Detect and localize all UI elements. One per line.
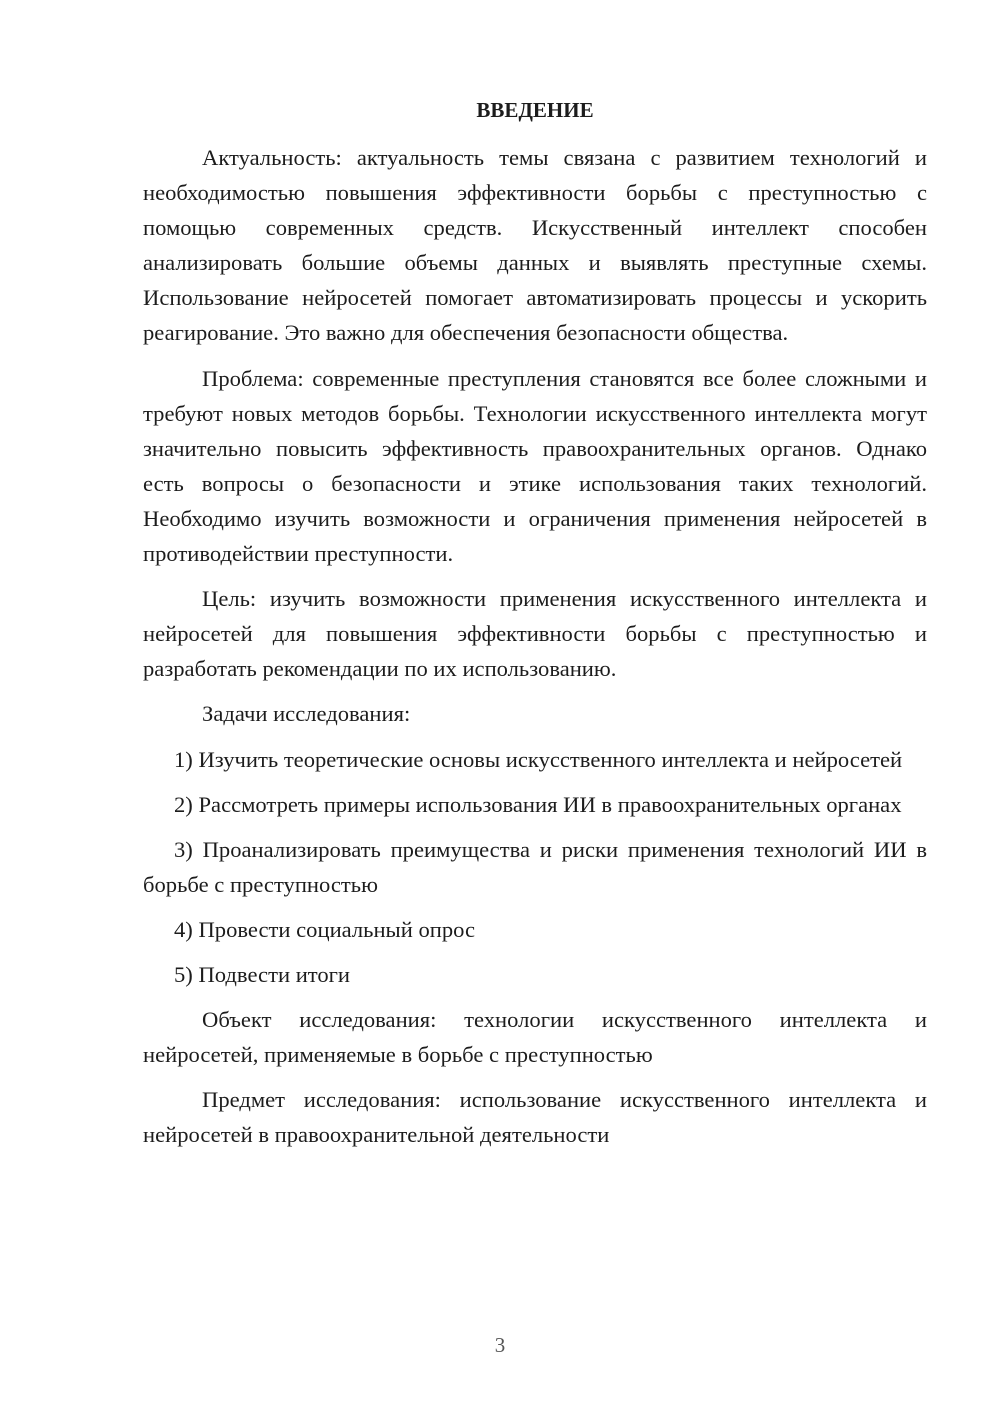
paragraph-aim: Цель: изучить возможности применения искусственного интеллекта и нейросетей для повышения эффективности борьбы с преступностью и разработать рекомендации по их использованию. <box>143 586 927 682</box>
tasks-list <box>143 742 927 993</box>
paragraph-object: Объект исследования: технологии искусственного интеллекта и нейросетей, применяемые в борьбе с преступностью <box>143 1007 927 1068</box>
list-item: 3) Проанализировать преимущества и риски применения технологий ИИ в борьбе с преступностью <box>143 836 927 897</box>
paragraph-subject: Предмет исследования: использование искусственного интеллекта и нейросетей в правоохранительной деятельности <box>143 1087 927 1148</box>
page-number: 3 <box>494 1333 506 1357</box>
list-item: 5) Подвести итоги <box>174 961 351 987</box>
list-item: 1) Изучить теоретические основы искусственного интеллекта и нейросетей <box>174 746 903 772</box>
paragraph-relevance: Актуальность: актуальность темы связана с развитием технологий и необходимостью повышения эффективности борьбы с преступностью с помощью современных средств. Искусственный интеллект способен анализировать большие объемы данных и выявлять преступные схемы. Использование нейросетей помогает автоматизировать процессы и ускорить реагирование. Это важно для обеспечения безопасности общества. <box>143 145 927 346</box>
section-heading: ВВЕДЕНИЕ <box>476 98 594 122</box>
document-page <box>143 93 927 1152</box>
paragraph-problem: Проблема: современные преступления становятся все более сложными и требуют новых методов борьбы. Технологии искусственного интеллекта могут значительно повысить эффективность правоохранительных органов. Однако есть вопросы о безопасности и этике использования таких технологий. Необходимо изучить возможности и ограничения применения нейросетей в противодействии преступности. <box>143 365 927 567</box>
list-item: 2) Рассмотреть примеры использования ИИ в правоохранительных органах <box>174 791 902 817</box>
list-item: 4) Провести социальный опрос <box>174 916 476 942</box>
tasks-label: Задачи исследования: <box>202 701 411 727</box>
